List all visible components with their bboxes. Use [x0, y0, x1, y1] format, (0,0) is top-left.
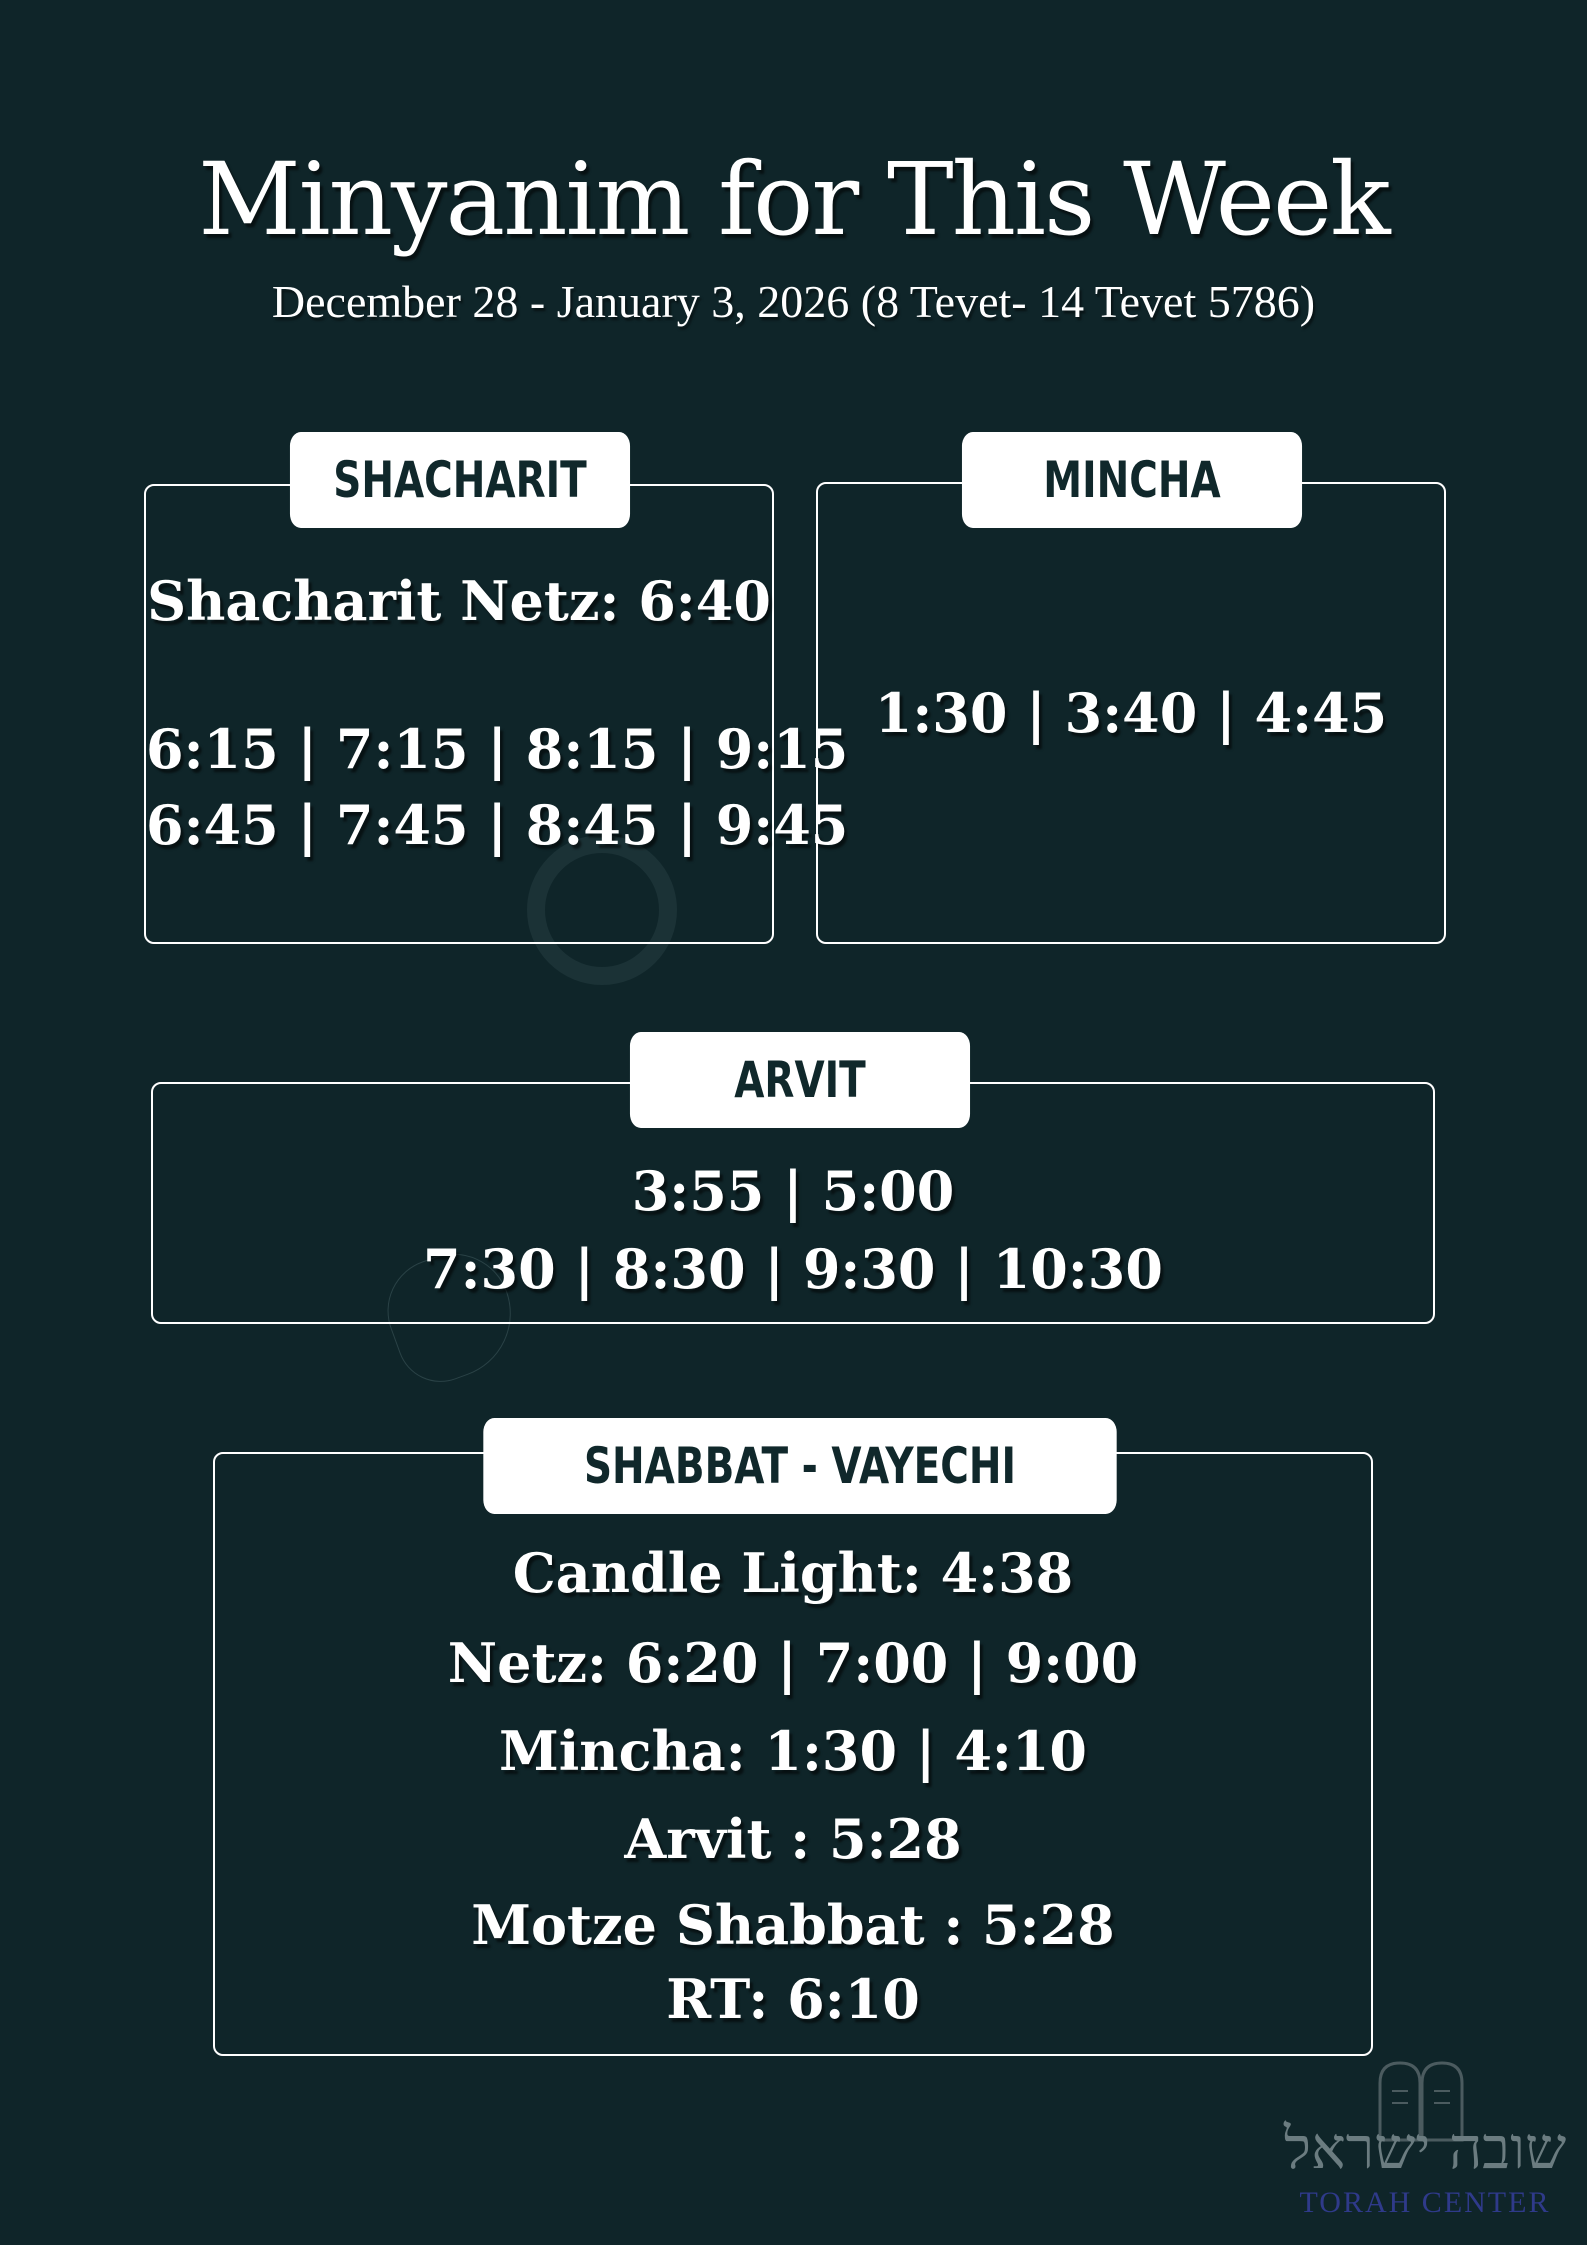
shabbat-mincha: Mincha: 1:30 | 4:10 — [499, 1719, 1087, 1783]
mincha-times: 1:30 | 3:40 | 4:45 — [874, 681, 1388, 745]
mincha-box — [816, 482, 1446, 944]
torah-center-logo — [1280, 2055, 1570, 2235]
page-title: Minyanim for This Week — [198, 141, 1389, 258]
shabbat-netz: Netz: 6:20 | 7:00 | 9:00 — [447, 1631, 1139, 1695]
shacharit-netz: Shacharit Netz: 6:40 — [147, 569, 771, 633]
shabbat-label: SHABBAT - VAYECHI — [483, 1418, 1116, 1514]
mincha-label: MINCHA — [962, 432, 1302, 528]
date-range: December 28 - January 3, 2026 (8 Tevet- 14 Tevet 5786) — [271, 276, 1316, 327]
shacharit-label: SHACHARIT — [290, 432, 630, 528]
shacharit-times-row2: 6:45 | 7:45 | 8:45 | 9:45 — [146, 793, 849, 857]
shacharit-times-row1: 6:15 | 7:15 | 8:15 | 9:15 — [146, 717, 849, 781]
shabbat-rt: RT: 6:10 — [666, 1967, 920, 2031]
logo-english-text: TORAH CENTER — [1299, 2186, 1551, 2219]
shabbat-arvit: Arvit : 5:28 — [624, 1807, 962, 1871]
shabbat-candle-light: Candle Light: 4:38 — [512, 1541, 1074, 1605]
arvit-label: ARVIT — [630, 1032, 970, 1128]
arvit-times-row1: 3:55 | 5:00 — [631, 1159, 955, 1223]
shabbat-box — [213, 1452, 1373, 2056]
shacharit-box — [144, 484, 849, 944]
shabbat-motze: Motze Shabbat : 5:28 — [471, 1893, 1115, 1957]
arvit-times-row2: 7:30 | 8:30 | 9:30 | 10:30 — [423, 1237, 1163, 1301]
logo-hebrew-text: שובה ישראל — [1283, 2114, 1567, 2182]
